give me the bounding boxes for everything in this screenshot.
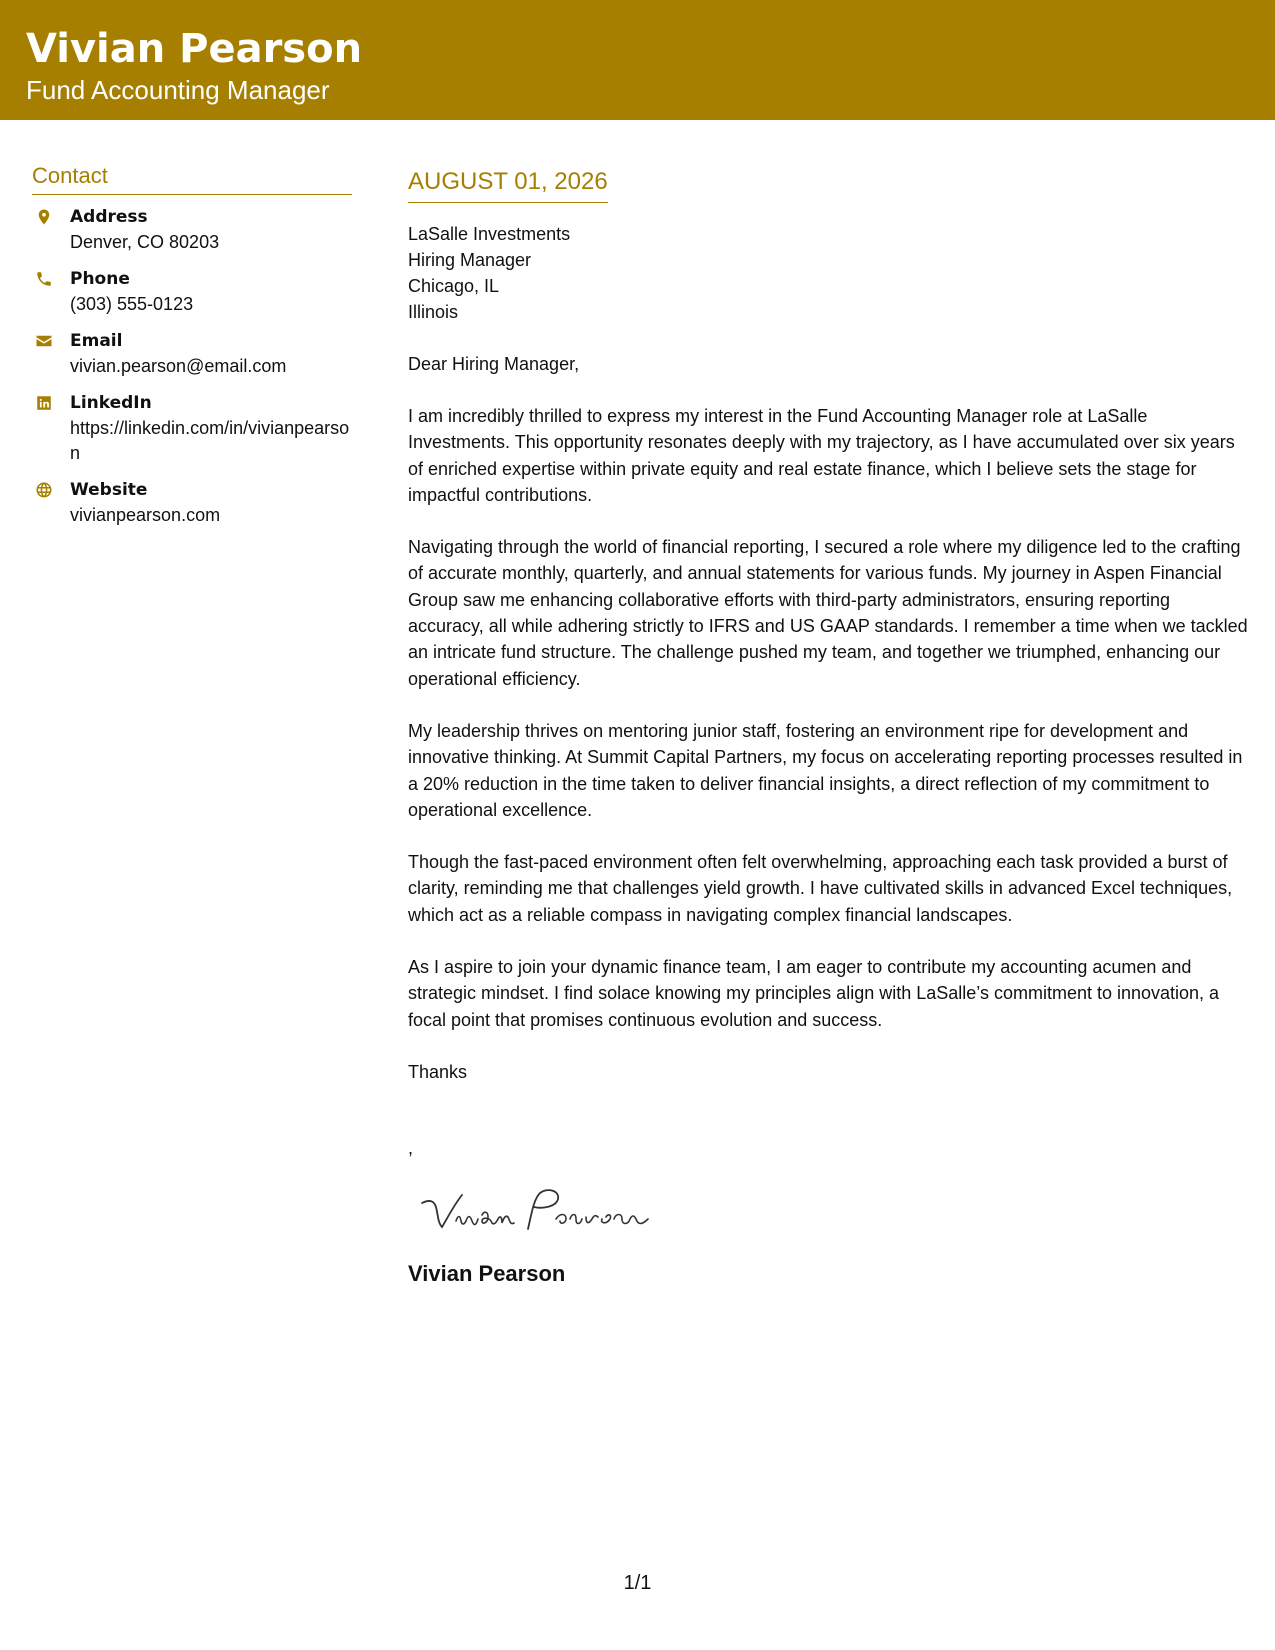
page-number: 1/1	[623, 1572, 652, 1594]
linkedin-value[interactable]: https://linkedin.com/in/vivianpearson	[70, 418, 350, 463]
recipient-line: Chicago, IL	[408, 276, 500, 296]
recipient-line: LaSalle Investments	[408, 224, 571, 244]
contact-sidebar	[32, 160, 352, 540]
body-paragraph: Though the fast-paced environment often felt overwhelming, approaching each task provided a burst of clarity, reminding me that challenges yield growth. I have cultivated skills in advanced Excel techniques, which act as a reliable compass in navigating complex financial landscapes.	[408, 852, 1233, 925]
body-paragraph: As I aspire to join your dynamic finance team, I am eager to contribute my accounting acumen and strategic mindset. I find solace knowing my principles align with LaSalle’s commitment to innovation, a focal point that promises continuous evolution and success.	[408, 957, 1220, 1030]
email-label: Email	[70, 331, 123, 351]
phone-icon	[34, 269, 54, 289]
contact-item-website	[32, 478, 352, 528]
website-value[interactable]: vivianpearson.com	[70, 505, 221, 525]
letter-date: AUGUST 01, 2026	[408, 166, 608, 203]
closing-comma: ,	[408, 1137, 414, 1158]
letter-body	[408, 166, 1248, 1289]
recipient-block	[408, 221, 1248, 325]
phone-value[interactable]: (303) 555-0123	[70, 294, 194, 314]
contact-item-email	[32, 329, 352, 379]
contact-item-linkedin	[32, 391, 352, 466]
email-value[interactable]: vivian.pearson@email.com	[70, 356, 287, 376]
contact-item-address	[32, 205, 352, 255]
recipient-line: Illinois	[408, 302, 459, 322]
linkedin-label: LinkedIn	[70, 393, 152, 413]
linkedin-icon	[34, 393, 54, 413]
envelope-icon	[34, 331, 54, 351]
address-value: Denver, CO 80203	[70, 232, 220, 252]
header-banner	[0, 0, 1275, 120]
body-paragraph: Navigating through the world of financial reporting, I secured a role where my diligence led to the crafting of accurate monthly, quarterly, and annual statements for various funds. My journey in Aspen Financial Group saw me enhancing collaborative efforts with third-party administrators, ensuring reporting accuracy, all while adhering strictly to IFRS and US GAAP standards. I remember a time when we tackled an intricate fund structure. The challenge pushed my team, and together we triumphed, enhancing our operational efficiency.	[408, 537, 1248, 689]
map-pin-icon	[34, 207, 54, 227]
contact-heading: Contact	[32, 160, 352, 195]
salutation: Dear Hiring Manager,	[408, 354, 580, 374]
address-label: Address	[70, 207, 148, 227]
website-label: Website	[70, 480, 148, 500]
body-paragraph: My leadership thrives on mentoring junior staff, fostering an environment ripe for development and innovative thinking. At Summit Capital Partners, my focus on accelerating reporting processes resulted in a 20% reduction in the time taken to deliver financial insights, a direct reflection of my commitment to operational excellence.	[408, 720, 1243, 820]
signer-name: Vivian Pearson	[408, 1260, 566, 1286]
recipient-line: Hiring Manager	[408, 250, 532, 270]
applicant-name: Vivian Pearson	[26, 26, 363, 72]
globe-icon	[34, 480, 54, 500]
phone-label: Phone	[70, 269, 130, 289]
applicant-title: Fund Accounting Manager	[26, 75, 330, 105]
body-paragraph: I am incredibly thrilled to express my interest in the Fund Accounting Manager role at LaSalle Investments. This opportunity resonates deeply with my trajectory, as I have accumulated over six years of enriched expertise within private equity and real estate finance, which I believe sets the stage for impactful contributions.	[408, 406, 1235, 505]
contact-item-phone	[32, 267, 352, 317]
handwritten-signature	[416, 1181, 676, 1241]
closing-line: Thanks	[408, 1061, 468, 1082]
